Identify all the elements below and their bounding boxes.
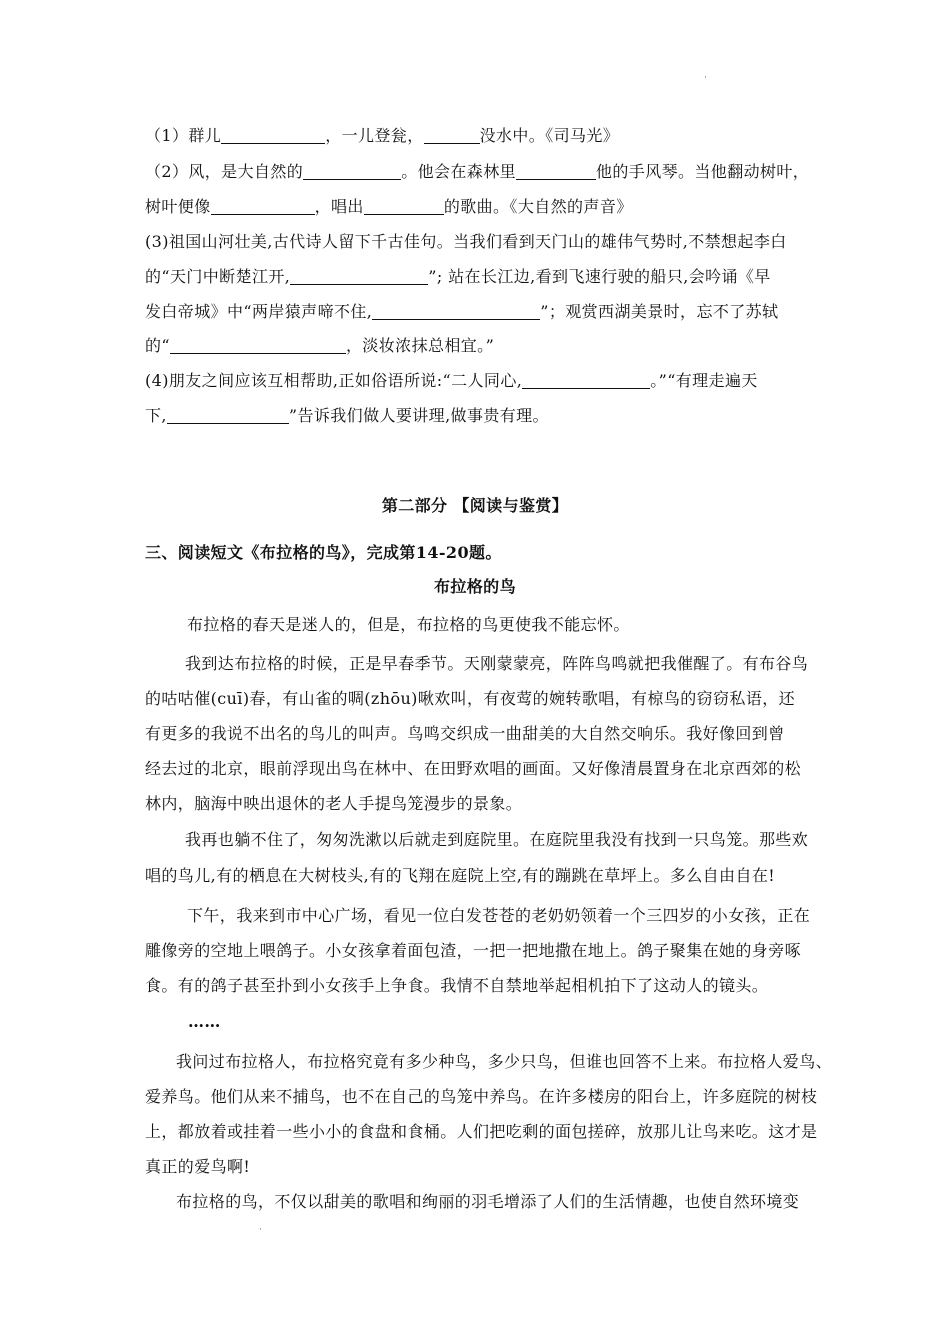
- passage-p2-line-5: 林内，脑海中映出退休的老人手提鸟笼漫步的景象。: [145, 794, 523, 813]
- q4-blank-1[interactable]: [522, 372, 650, 389]
- q3-blank-2[interactable]: [372, 303, 540, 320]
- q4-blank-2[interactable]: [167, 407, 289, 424]
- q3-blank-1[interactable]: [290, 268, 428, 285]
- q2-line-1: （2）风，是大自然的 。他会在森林里 他的手风琴。当他翻动树叶，: [145, 162, 810, 181]
- passage-p5-line-4: 真正的爱鸟啊!: [145, 1157, 251, 1176]
- q3-line-4: 的“ ，淡妆浓抹总相宜。”: [145, 336, 495, 355]
- passage-p5-line-2: 爱养鸟。他们从来不捕鸟，也不在自己的鸟笼中养鸟。在许多楼房的阳台上，许多庭院的树枝: [145, 1087, 818, 1106]
- part2-title: 第二部分 【阅读与鉴赏】: [381, 496, 569, 515]
- q1-blank-1[interactable]: [221, 127, 325, 144]
- passage-p2-line-3: 有更多的我说不出名的鸟儿的叫声。鸟鸣交织成一曲甜美的大自然交响乐。我好像回到曾: [145, 724, 785, 743]
- passage-p4-line-3: 食。有的鸽子甚至扑到小女孩手上争食。我情不自禁地举起相机拍下了这动人的镜头。: [145, 976, 769, 995]
- q2-blank-3[interactable]: [211, 198, 315, 215]
- q3-blank-3[interactable]: [170, 337, 346, 354]
- top-mark: ˙: [703, 76, 708, 87]
- q3-line-3: 发白帝城》中“两岸猿声啼不住, ”；观赏西湖美景时，忘不了苏轼: [145, 302, 779, 321]
- passage-title: 布拉格的鸟: [433, 577, 516, 596]
- passage-p2-line-4: 经去过的北京，眼前浮现出鸟在林中、在田野欢唱的画面。又好像清晨置身在北京西郊的松: [145, 759, 802, 778]
- q2-blank-2[interactable]: [516, 163, 596, 180]
- passage-p5-line-1: 我问过布拉格人，布拉格究竟有多少种鸟，多少只鸟，但谁也回答不上来。布拉格人爱鸟、: [176, 1052, 833, 1071]
- passage-p3-line-2: 唱的鸟儿,有的栖息在大树枝头,有的飞翔在庭院上空,有的蹦跳在草坪上。多么自由自在!: [145, 866, 776, 885]
- passage-p5-line-3: 上，都放着或挂着一些小小的食盘和食桶。人们把吃剩的面包搓碎，放那儿让鸟来吃。这才是: [145, 1122, 818, 1141]
- section3-heading: 三、阅读短文《布拉格的鸟》，完成第14-20题。: [145, 543, 502, 562]
- q3-line-1: (3)祖国山河壮美,古代诗人留下千古佳句。当我们看到天门山的雄伟气势时,不禁想起李白: [145, 232, 787, 251]
- q2-line-2: 树叶便像 ，唱出 的歌曲。《大自然的声音》: [145, 197, 633, 216]
- q1-line: （1）群儿 ，一儿登瓮， 没水中。《司马光》: [145, 126, 620, 145]
- passage-p2-line-2: 的咕咕催(cuī)春，有山雀的啁(zhōu)啾欢叫，有夜莺的婉转歌唱，有椋鸟的窃窃私语，还: [145, 689, 796, 708]
- passage-ellipsis: ……: [188, 1012, 221, 1031]
- passage-p4-line-2: 雕像旁的空地上喂鸽子。小女孩拿着面包渣，一把一把地撒在地上。鸽子聚集在她的身旁啄: [145, 941, 802, 960]
- q3-line-2: 的“天门中断楚江开, ”; 站在长江边,看到飞速行驶的船只,会吟诵《早: [145, 267, 771, 286]
- passage-p4-line-1: 下午，我来到市中心广场，看见一位白发苍苍的老奶奶领着一个三四岁的小女孩，正在: [187, 906, 811, 925]
- q1-blank-2[interactable]: [424, 127, 480, 144]
- passage-p2-line-1: 我到达布拉格的时候，正是早春季节。天刚蒙蒙亮，阵阵鸟鸣就把我催醒了。有布谷鸟: [185, 654, 809, 673]
- q2-blank-1[interactable]: [303, 163, 401, 180]
- q4-line-1: (4)朋友之间应该互相帮助,正如俗语所说:“二人同心, 。”“有理走遍天: [145, 371, 758, 390]
- bottom-mark: ˙: [258, 1228, 263, 1239]
- passage-p3-line-1: 我再也躺不住了，匆匆洗漱以后就走到庭院里。在庭院里我没有找到一只鸟笼。那些欢: [185, 830, 809, 849]
- q4-line-2: 下, ”告诉我们做人要讲理,做事贵有理。: [145, 406, 549, 425]
- passage-p6-line-1: 布拉格的鸟，不仅以甜美的歌唱和绚丽的羽毛增添了人们的生活情趣，也使自然环境变: [176, 1192, 800, 1211]
- q2-blank-4[interactable]: [364, 198, 444, 215]
- passage-p1: 布拉格的春天是迷人的，但是，布拉格的鸟更使我不能忘怀。: [187, 615, 630, 634]
